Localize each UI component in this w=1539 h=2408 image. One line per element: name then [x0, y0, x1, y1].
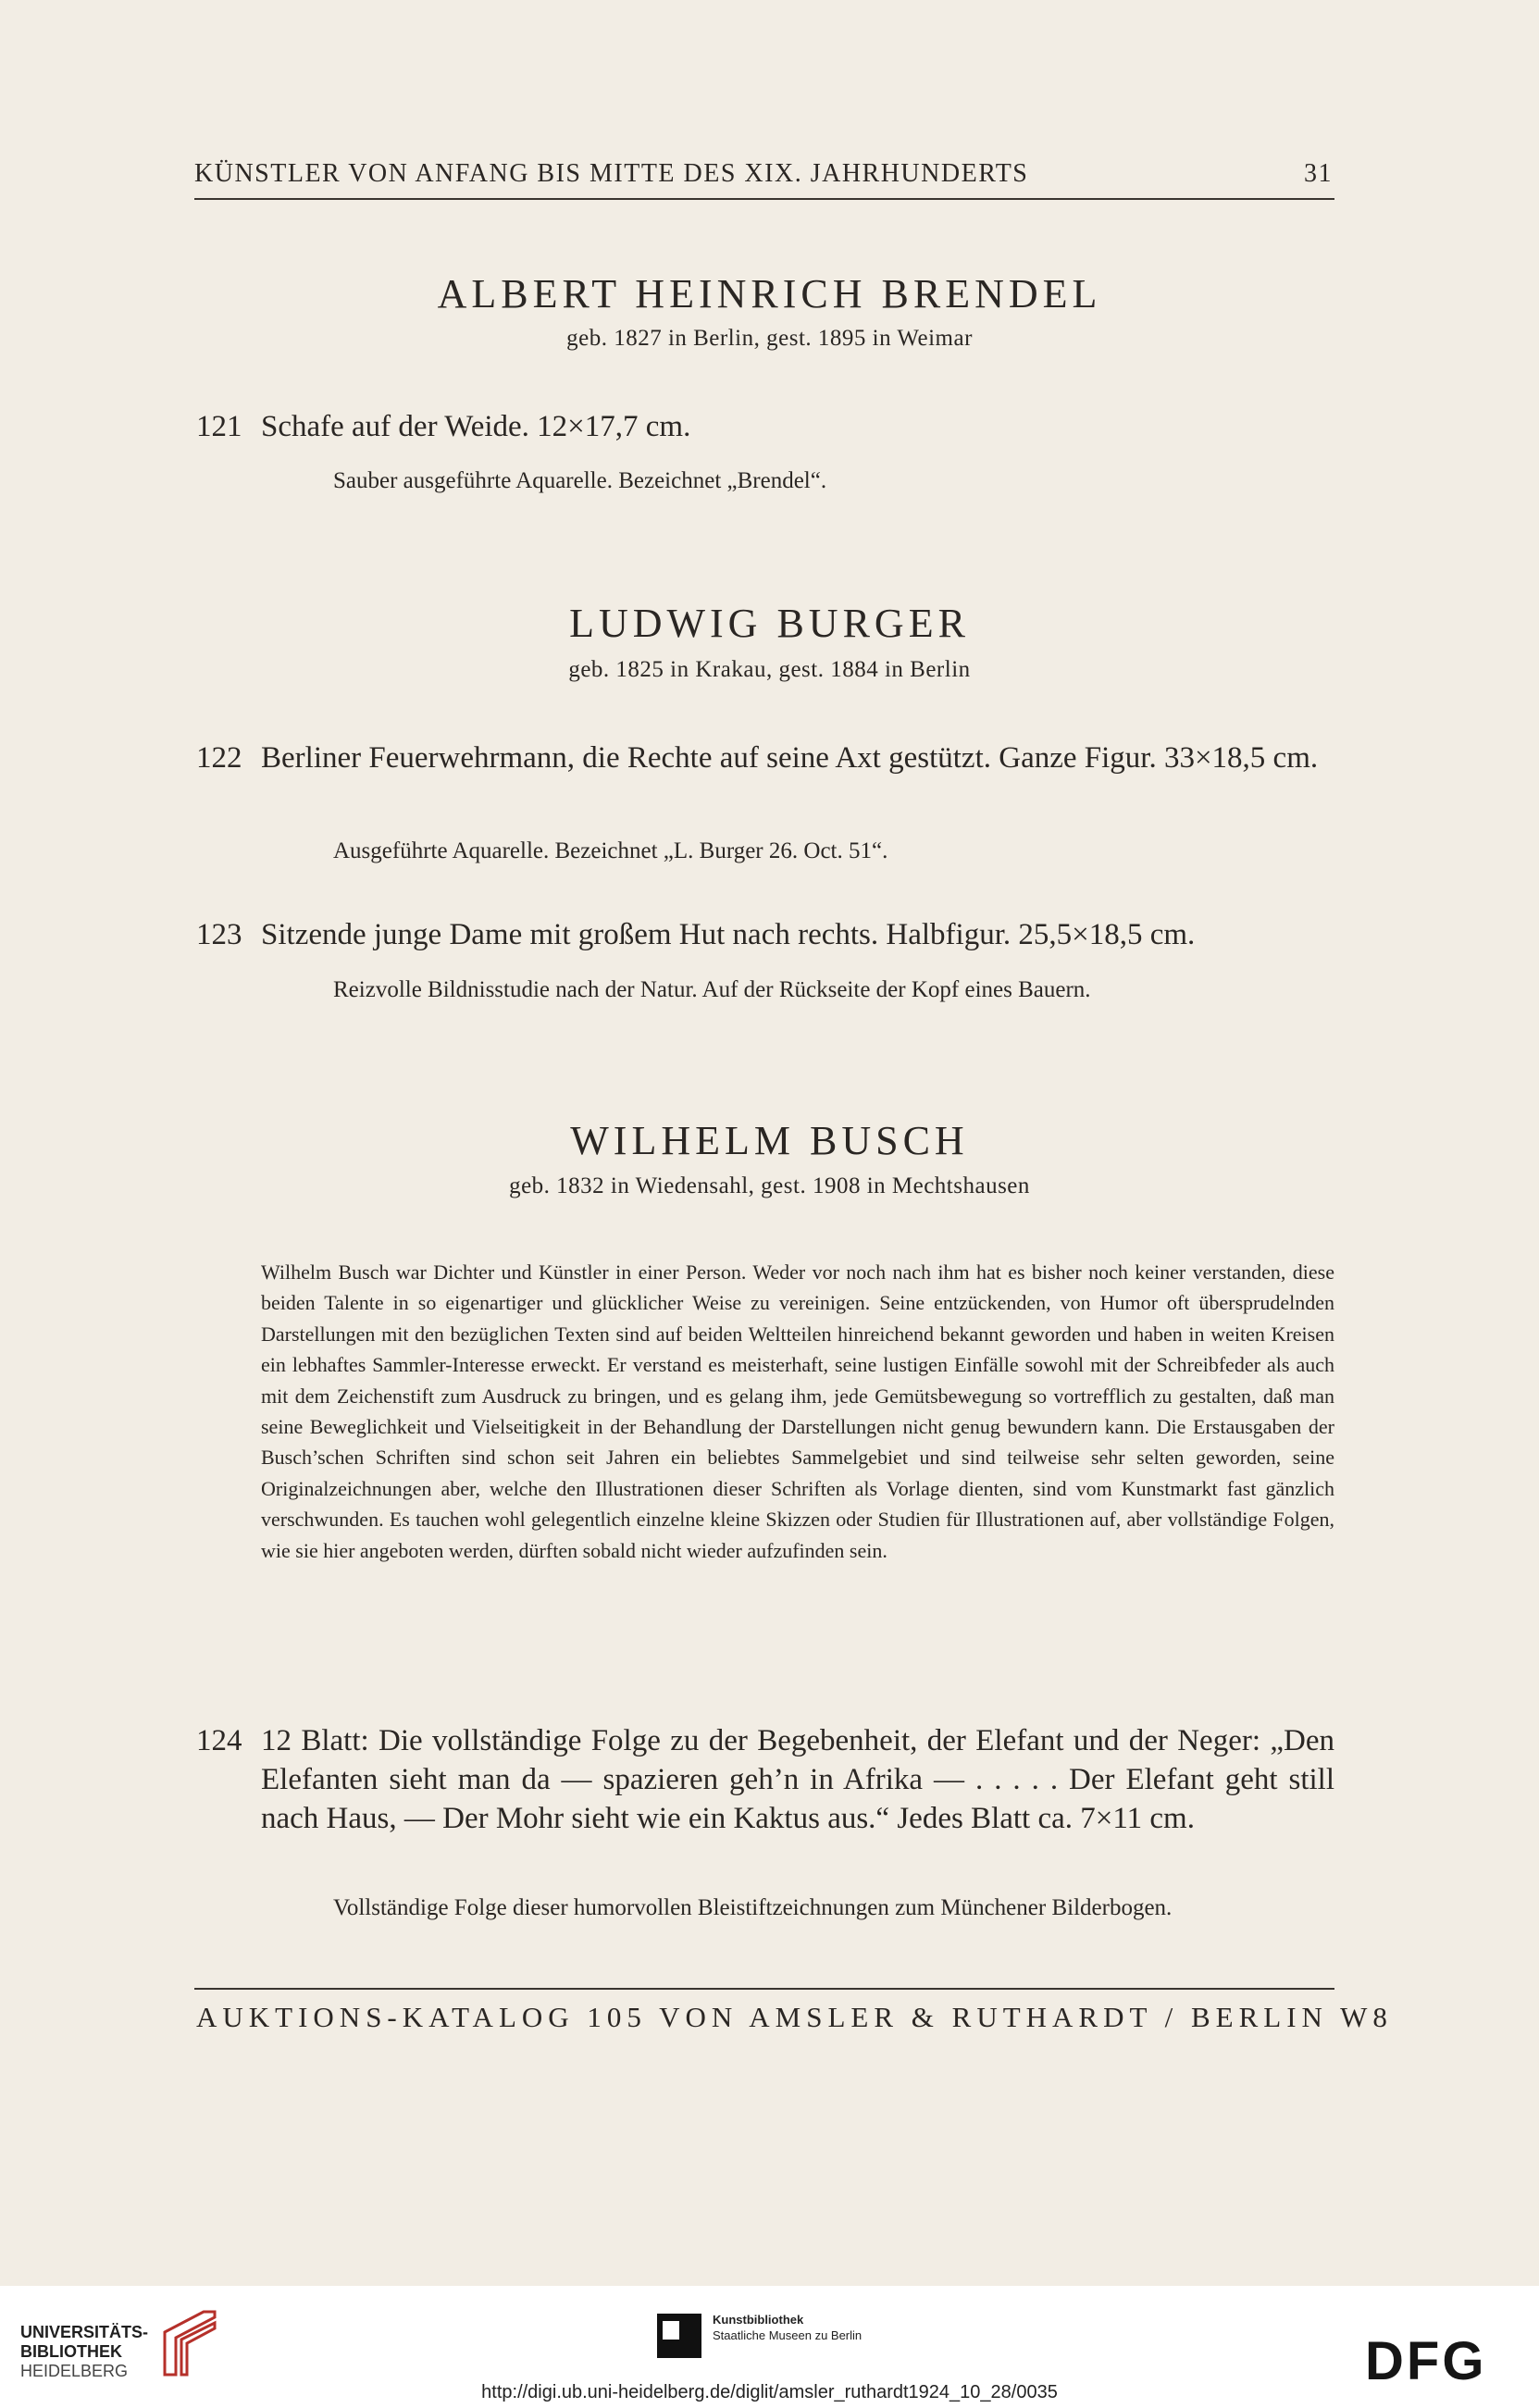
kunstbibliothek-logo-icon [657, 2314, 701, 2358]
lot-123-note: Reizvolle Bildnisstudie nach der Natur. Auf der Rückseite der Kopf eines Bauern. [333, 977, 1091, 1002]
lot-123 [196, 915, 1334, 954]
lot-121 [196, 407, 1334, 446]
lot-title: Berliner Feuerwehrmann, die Rechte auf seine Axt gestützt. Ganze Figur. 33×18,5 cm. [261, 741, 1319, 775]
source-url[interactable]: http://digi.ub.uni-heidelberg.de/diglit/amsler_ruthardt1924_10_28/0035 [481, 2382, 1058, 2402]
running-head [194, 159, 1333, 189]
library-band [0, 2286, 1539, 2408]
lot-number: 122 [196, 741, 242, 775]
lot-121-note: Sauber ausgeführte Aquarelle. Bezeichnet „Brendel“. [333, 468, 827, 493]
page-number: 31 [1304, 159, 1333, 188]
artist-life-busch: geb. 1832 in Wiedensahl, gest. 1908 in Mechtshausen [509, 1173, 1030, 1198]
artist-name-busch: WILHELM BUSCH [570, 1118, 969, 1163]
lot-number: 123 [196, 918, 242, 951]
artist-life-brendel: geb. 1827 in Berlin, gest. 1895 in Weimar [566, 326, 973, 351]
lot-number: 121 [196, 410, 242, 443]
lot-124-note: Vollständige Folge dieser humorvollen Bleistiftzeichnungen zum Münchener Bilderbogen. [333, 1895, 1173, 1920]
artist-life-burger: geb. 1825 in Krakau, gest. 1884 in Berlin [568, 657, 971, 682]
running-title: KÜNSTLER VON ANFANG BIS MITTE DES XIX. JAHRHUNDERTS [194, 159, 1029, 188]
lot-124 [196, 1721, 1334, 1838]
footer-rule [194, 1988, 1334, 1990]
header-rule [194, 198, 1334, 200]
lot-title: 12 Blatt: Die vollständige Folge zu der Begebenheit, der Elefant und der Neger: „Den Elefanten sieht man da — spazieren geh’n in Afrika — . . . . . Der Elefant geht still nach Haus, — Der Mohr sieht wie ein Kaktus aus.“ Jedes Blatt ca. 7×11 cm. [261, 1724, 1334, 1835]
lot-title: Sitzende junge Dame mit großem Hut nach rechts. Halbfigur. 25,5×18,5 cm. [261, 918, 1196, 951]
lot-title: Schafe auf der Weide. 12×17,7 cm. [261, 410, 691, 443]
lot-number: 124 [196, 1724, 242, 1757]
heidelberg-logo-text: UNIVERSITÄTS- BIBLIOTHEK HEIDELBERG [20, 2323, 149, 2380]
catalog-footer: AUKTIONS-KATALOG 105 VON AMSLER & RUTHARDT / BERLIN W8 [196, 2001, 1393, 2033]
heidelberg-logo-icon [157, 2306, 222, 2380]
dfg-logo: DFG [1365, 2331, 1487, 2391]
lot-122 [196, 739, 1334, 777]
lot-122-note: Ausgeführte Aquarelle. Bezeichnet „L. Burger 26. Oct. 51“. [333, 838, 888, 863]
kunstbibliothek-text: Kunstbibliothek Staatliche Museen zu Berlin [713, 2313, 863, 2342]
artist-name-brendel: ALBERT HEINRICH BRENDEL [437, 271, 1102, 317]
artist-name-burger: LUDWIG BURGER [569, 601, 970, 646]
busch-biography: Wilhelm Busch war Dichter und Künstler in einer Person. Weder vor noch nach ihm hat es bisher noch keiner verstanden, diese beiden Talente in so eigenartiger und glücklicher Weise zu vereinigen. Seine entzückenden, von Humor oft übersprudelnden Darstellungen mit den bezüglichen Texten sind auf beiden Weltteilen hinreichend bekannt geworden und haben in weiten Kreisen ein lebhaftes Sammler-Interesse erweckt. Er verstand es meisterhaft, seine lustigen Einfälle sowohl mit der Schreibfeder als auch mit dem Zeichenstift zum Ausdruck zu bringen, und es gelang ihm, jede Gemütsbewegung so vortrefflich zu gestalten, daß man seine Beweglichkeit und Vielseitigkeit in der Behandlung der Darstellungen nicht genug bewundern kann. Die Erstausgaben der Busch’schen Schriften sind schon seit Jahren ein beliebtes Sammelgebiet und sind teilweise sehr selten geworden, seine Originalzeichnungen aber, welche den Illustrationen dieser Schriften als Vorlage dienten, sind vom Kunstmarkt fast gänzlich verschwunden. Es tauchen wohl gelegentlich einzelne kleine Skizzen oder Studien für Illustrationen auf, aber vollständige Folgen, wie sie hier angeboten werden, dürften sobald nicht wieder aufzufinden sein. [261, 1260, 1334, 1562]
